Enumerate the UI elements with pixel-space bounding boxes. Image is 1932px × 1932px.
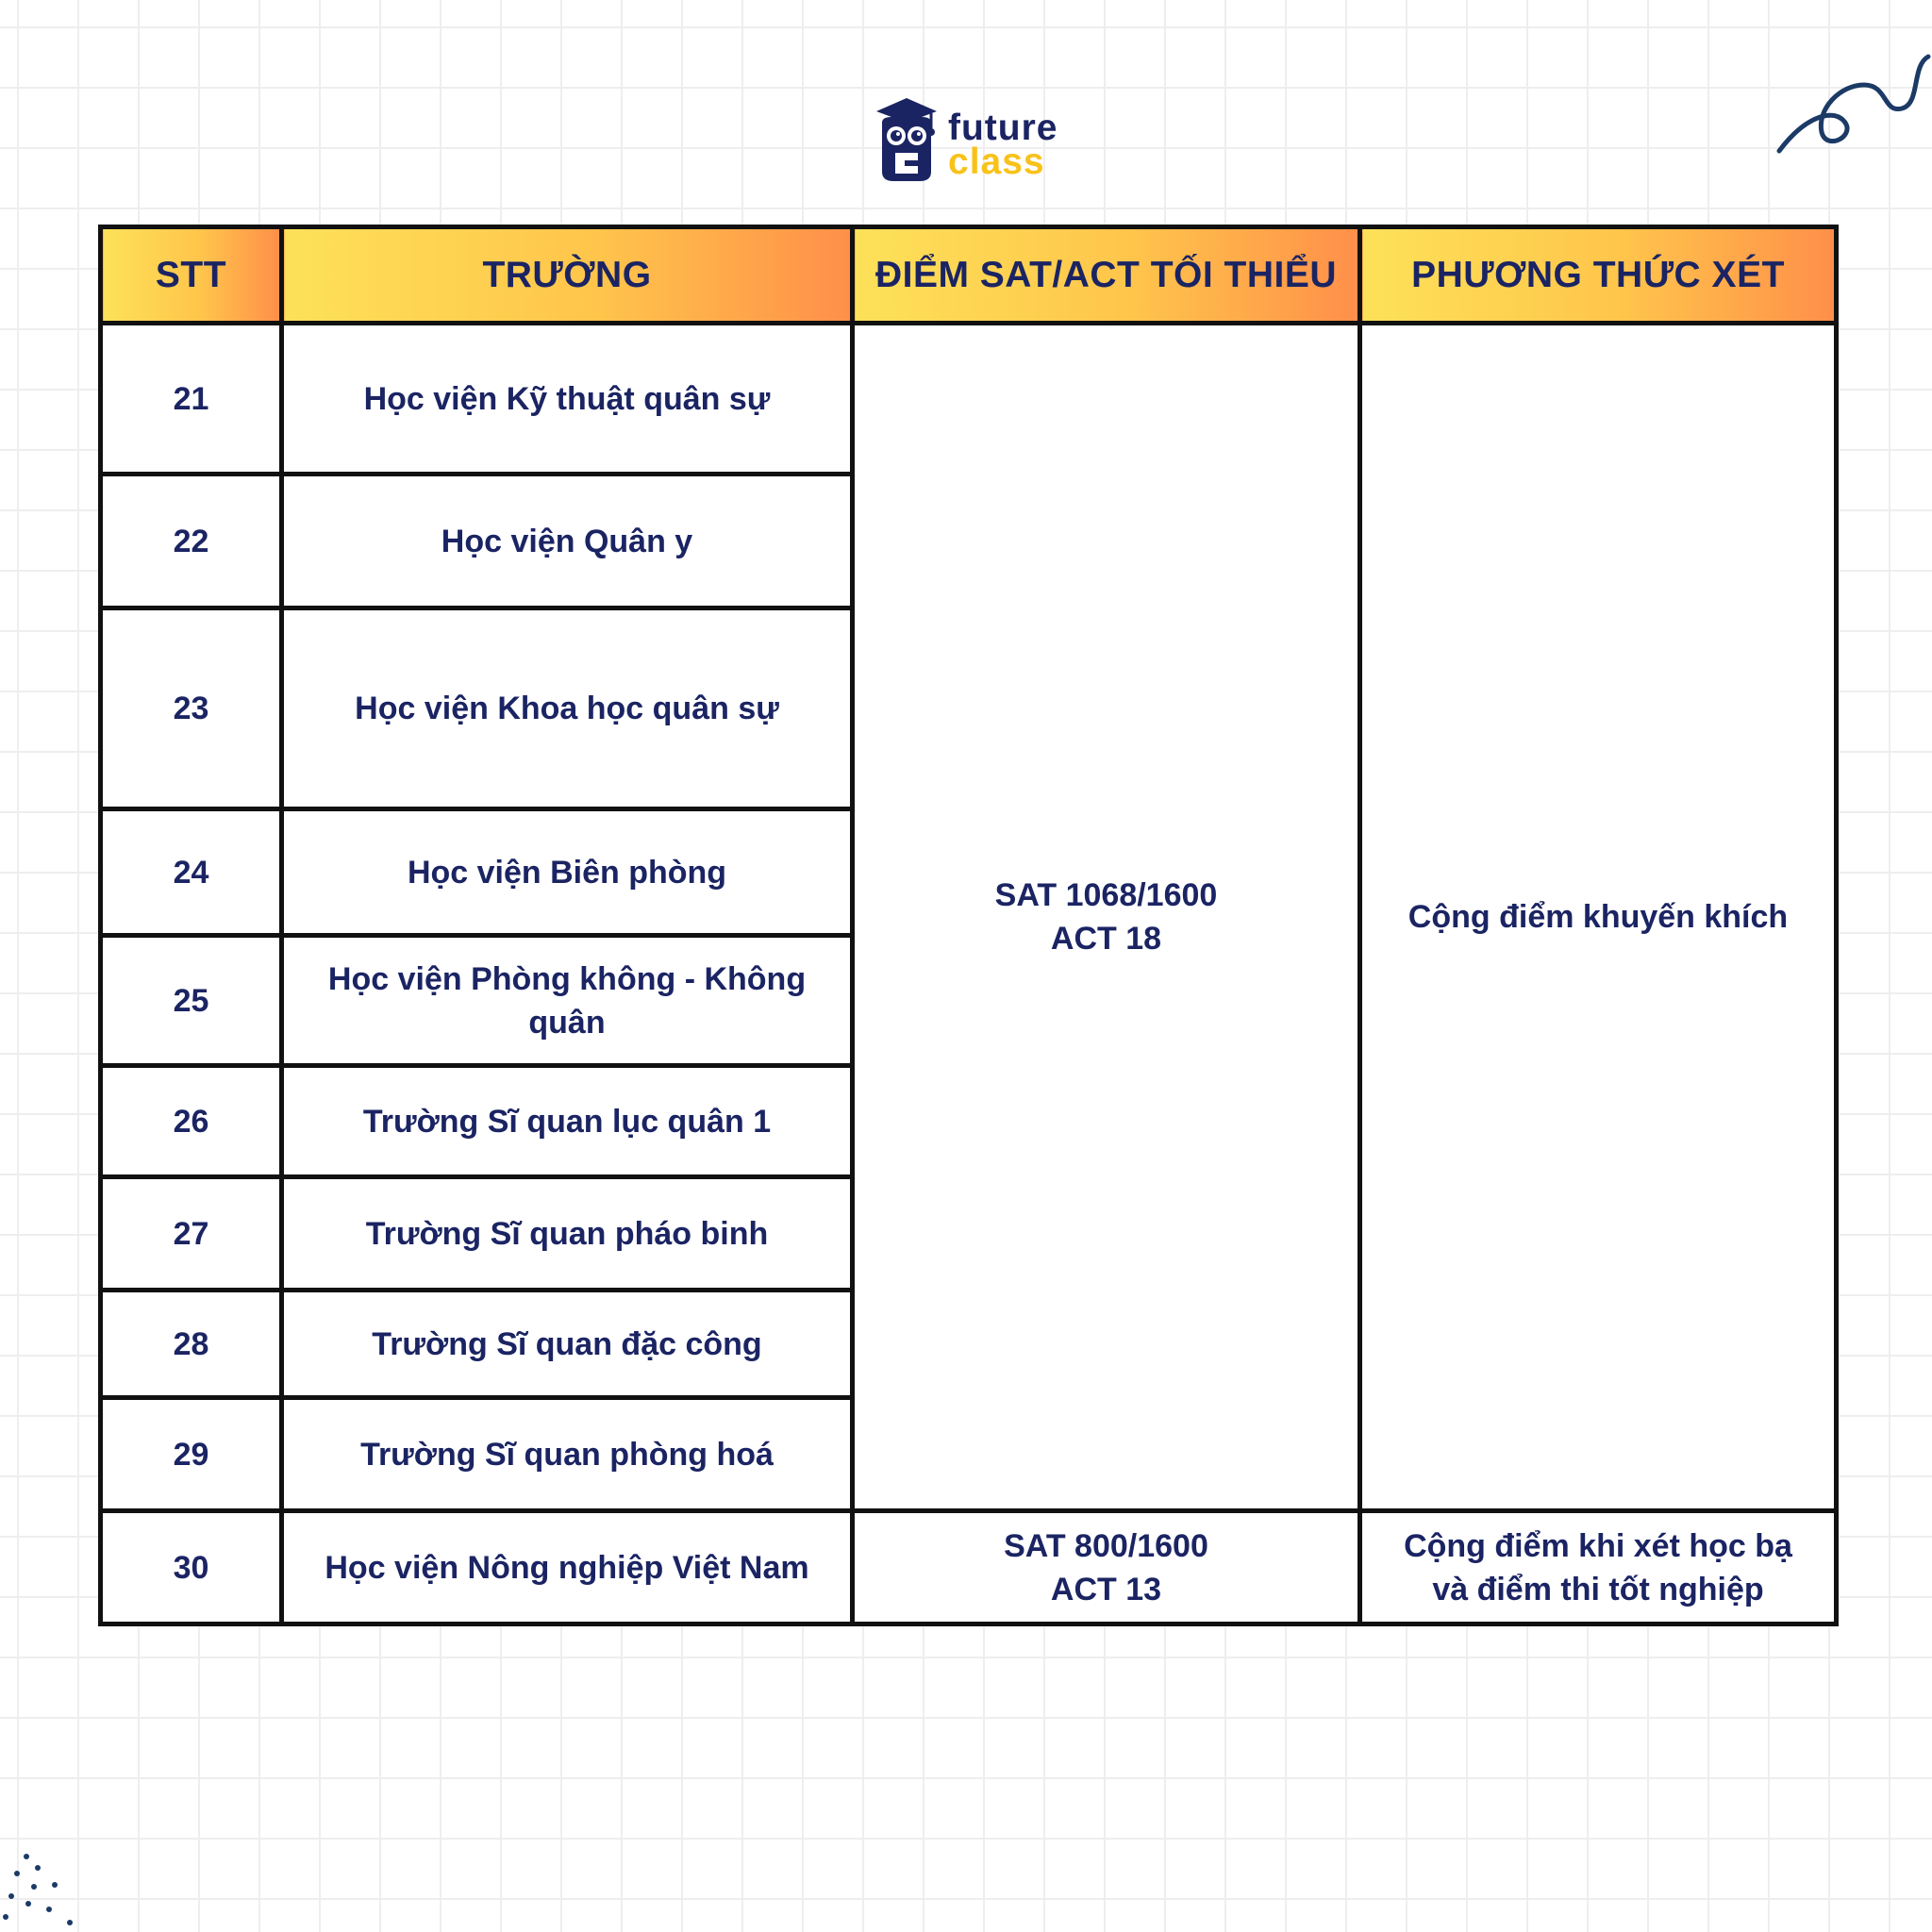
header-method: PHƯƠNG THỨC XÉT — [1360, 227, 1837, 324]
table-header-row — [101, 227, 1837, 324]
stt-cell: 29 — [101, 1398, 282, 1511]
brand-logo — [873, 94, 1080, 189]
stt-cell: 28 — [101, 1291, 282, 1398]
method-cell: Cộng điểm khuyến khích — [1360, 324, 1837, 1511]
method-line: và điểm thi tốt nghiệp — [1432, 1571, 1764, 1607]
brand-word-future: future — [948, 108, 1058, 148]
squiggle-decoration-icon — [1770, 19, 1932, 160]
min-score-cell — [853, 324, 1360, 1511]
stt-cell: 24 — [101, 809, 282, 936]
score-act: ACT 13 — [1050, 1571, 1162, 1607]
school-cell: Học viện Quân y — [282, 475, 853, 608]
table-row — [101, 1511, 1837, 1624]
owl-mascot-icon — [873, 94, 941, 187]
table-row — [101, 324, 1837, 475]
method-cell — [1360, 1511, 1837, 1624]
school-cell: Học viện Phòng không - Không quân — [282, 936, 853, 1066]
brand-word-class: class — [948, 142, 1045, 182]
school-table — [98, 225, 1839, 1626]
method-line: Cộng điểm khi xét học bạ — [1404, 1527, 1792, 1564]
score-act: ACT 18 — [1050, 921, 1162, 957]
stt-cell: 26 — [101, 1066, 282, 1177]
school-cell: Học viện Kỹ thuật quân sự — [282, 324, 853, 475]
school-cell: Học viện Khoa học quân sự — [282, 608, 853, 809]
header-min-score: ĐIỂM SAT/ACT TỐI THIỂU — [853, 227, 1360, 324]
school-cell: Học viện Biên phòng — [282, 809, 853, 936]
stt-cell: 22 — [101, 475, 282, 608]
stt-cell: 27 — [101, 1177, 282, 1291]
score-sat: SAT 800/1600 — [1004, 1527, 1208, 1564]
dots-decoration-icon — [0, 1849, 85, 1932]
header-school: TRƯỜNG — [282, 227, 853, 324]
school-cell: Trường Sĩ quan phòng hoá — [282, 1398, 853, 1511]
school-cell: Trường Sĩ quan pháo binh — [282, 1177, 853, 1291]
score-sat: SAT 1068/1600 — [994, 877, 1218, 913]
stt-cell: 21 — [101, 324, 282, 475]
min-score-cell — [853, 1511, 1360, 1624]
school-cell: Trường Sĩ quan đặc công — [282, 1291, 853, 1398]
school-cell: Học viện Nông nghiệp Việt Nam — [282, 1511, 853, 1624]
school-cell: Trường Sĩ quan lục quân 1 — [282, 1066, 853, 1177]
stt-cell: 23 — [101, 608, 282, 809]
stt-cell: 30 — [101, 1511, 282, 1624]
stt-cell: 25 — [101, 936, 282, 1066]
header-stt: STT — [101, 227, 282, 324]
